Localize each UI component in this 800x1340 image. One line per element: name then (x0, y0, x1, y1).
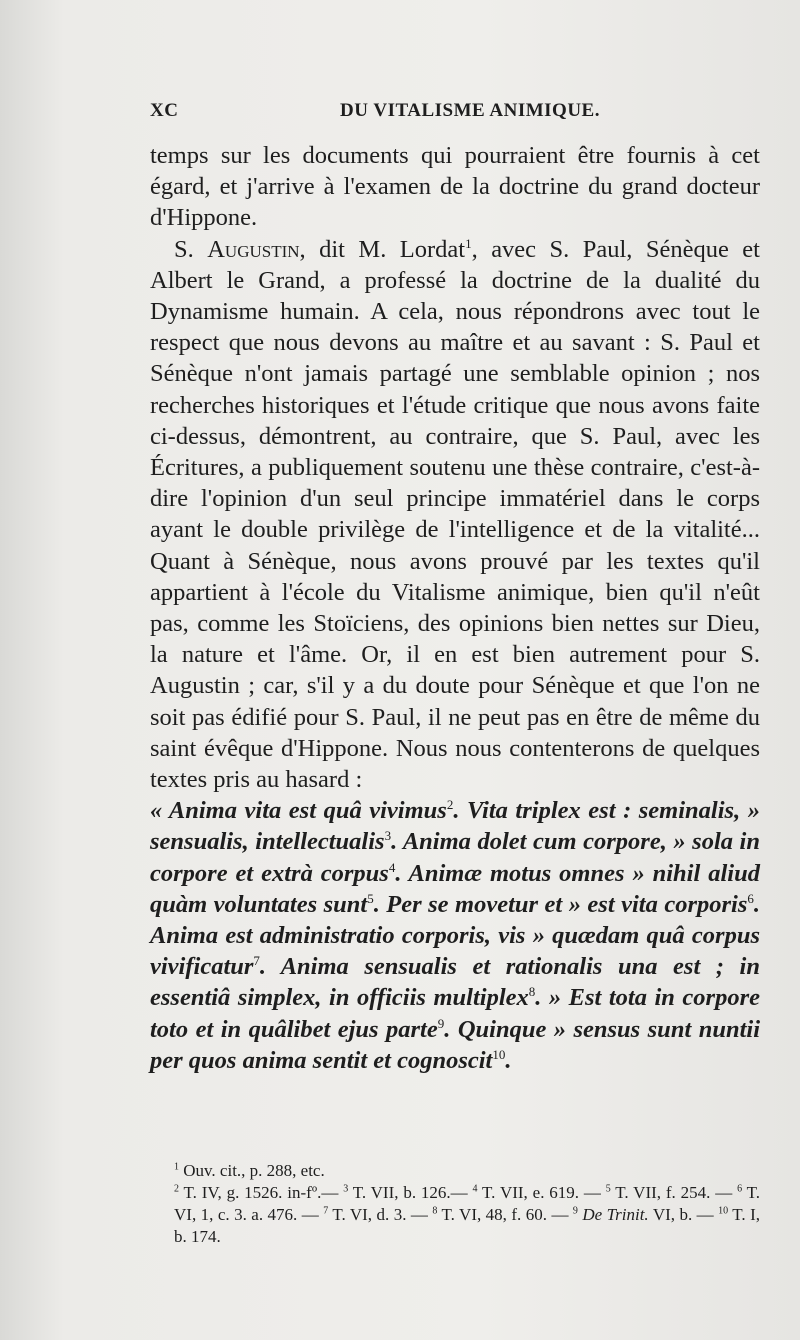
quote-part-4: . Animæ motus omnes » nihil aliud quàm voluntates sunt (150, 859, 760, 918)
running-title: DU VITALISME ANIMIQUE. (340, 100, 600, 121)
note-ref-7: 7 (253, 953, 260, 969)
quote-part-5: . Per se movetur et » est vita corporis (373, 890, 748, 918)
footnote-4-text: T. VII, e. 619. — (477, 1183, 606, 1202)
footnote-9-text: VI, b. — (648, 1205, 719, 1224)
footnote-9-number: 9 (572, 1205, 578, 1217)
quote-part-3: . Anima dolet cum corpore, » sola in corpore et extrà corpus (150, 828, 760, 887)
footnote-3-text: T. VII, b. 126.— (348, 1183, 473, 1202)
footnote-5-number: 5 (605, 1183, 611, 1195)
p2-text-b: , avec S. Paul, Sénèque et Albert le Grand, a professé la doctrine de la dualité du Dynamisme humain. A cela, nous répondrons avec tout le respect que nous devons au maître et au savant : S. Paul et Sénèque n'ont jamais partagé une semblable opinion ; nos recherches historiques et l'étude critique que nous avons faite ci-dessus, démontrent, au contraire, que S. Paul, avec les Écritures, a publiquement soutenu une thèse contraire, c'est-à-dire l'opinion d'un seul principe immatériel dans le corps ayant le double privilège de l'intelligence et de la vitalité... Quant à Sénèque, nous avons prouvé par les textes qu'il appartient à l'école du Vitalisme animique, bien qu'il n'eût pas, comme les Stoïciens, des opinions bien nettes sur Dieu, la nature et l'âme. Or, il en est bien autrement pour S. Augustin ; car, s'il y a du doute pour Sénèque et que l'on ne soit pas édifié pour S. Paul, il ne peut pas en être de même du saint évêque d'Hippone. Nous nous contenterons de quelques textes pris au hasard : (150, 235, 760, 794)
footnote-5-text: T. VII, f. 254. — (610, 1183, 738, 1202)
note-ref-10: 10 (492, 1046, 506, 1062)
footnote-1-number: 1 (174, 1161, 179, 1173)
footnote-6-text: T. VI, 1, c. 3. a. 476. — (174, 1183, 760, 1224)
footnote-6-number: 6 (737, 1183, 743, 1195)
quote-part-10: . (505, 1046, 512, 1074)
footnote-9-title: De Trinit. (577, 1205, 649, 1224)
quote-part-1: « Anima vita est quâ vivimus (150, 797, 447, 825)
quote-part-7: . Anima sensualis et rationalis una est ; in essentiâ simplex, in officiis multiplex (150, 953, 760, 1012)
page-header (150, 100, 770, 130)
paragraph-1: temps sur les documents qui pourraient être fournis à cet égard, et j'arrive à l'examen de la doctrine du grand docteur d'Hippone. (150, 142, 760, 232)
footnote-7-text: T. VI, d. 3. — (328, 1205, 433, 1224)
note-ref-8: 8 (528, 984, 536, 1000)
quote-part-6: . Anima est administratio corporis, vis » quædam quâ corpus vivificatur (150, 890, 760, 981)
footnote-1-text: Ouv. cit., p. 288, etc. (179, 1161, 325, 1180)
footnote-8-text: T. VI, 48, f. 60. — (437, 1205, 573, 1224)
note-ref-1: 1 (465, 235, 472, 251)
footnotes-2-to-10 (150, 1182, 760, 1248)
note-ref-3: 3 (384, 828, 392, 844)
footnote-2-text: T. IV, g. 1526. in-fº.— (179, 1183, 344, 1202)
footnote-8-number: 8 (432, 1205, 438, 1217)
body-text (150, 140, 760, 1076)
footnote-7-number: 7 (323, 1205, 329, 1217)
footnote-1 (150, 1160, 760, 1182)
quote-part-9: . Quinque » sensus sunt nuntii per quos anima sentit et cognoscit (150, 1015, 760, 1074)
footnote-3-number: 3 (343, 1183, 349, 1195)
footnote-10-number: 10 (718, 1205, 729, 1217)
paragraph-2 (150, 234, 760, 796)
page-number: XC (150, 100, 179, 121)
quote-part-2: . Vita triplex est : seminalis, » sensualis, intellectualis (150, 797, 760, 856)
note-ref-5: 5 (367, 890, 374, 906)
note-ref-2: 2 (446, 797, 454, 813)
p2-saint: S. (174, 235, 208, 263)
footnote-4-number: 4 (472, 1183, 478, 1195)
note-ref-4: 4 (388, 859, 396, 875)
p2-text-a: , dit M. Lordat (299, 235, 466, 263)
footnotes (150, 1160, 760, 1248)
latin-quotation (150, 795, 760, 1076)
note-ref-6: 6 (747, 890, 754, 906)
quote-part-8: . » Est tota in corpore toto et in quâlibet ejus parte (150, 984, 760, 1043)
note-ref-9: 9 (437, 1015, 445, 1031)
footnote-10-text: T. I, b. 174. (174, 1205, 761, 1246)
footnote-2-number: 2 (174, 1183, 179, 1195)
p2-augustin: Augustin (207, 235, 300, 263)
